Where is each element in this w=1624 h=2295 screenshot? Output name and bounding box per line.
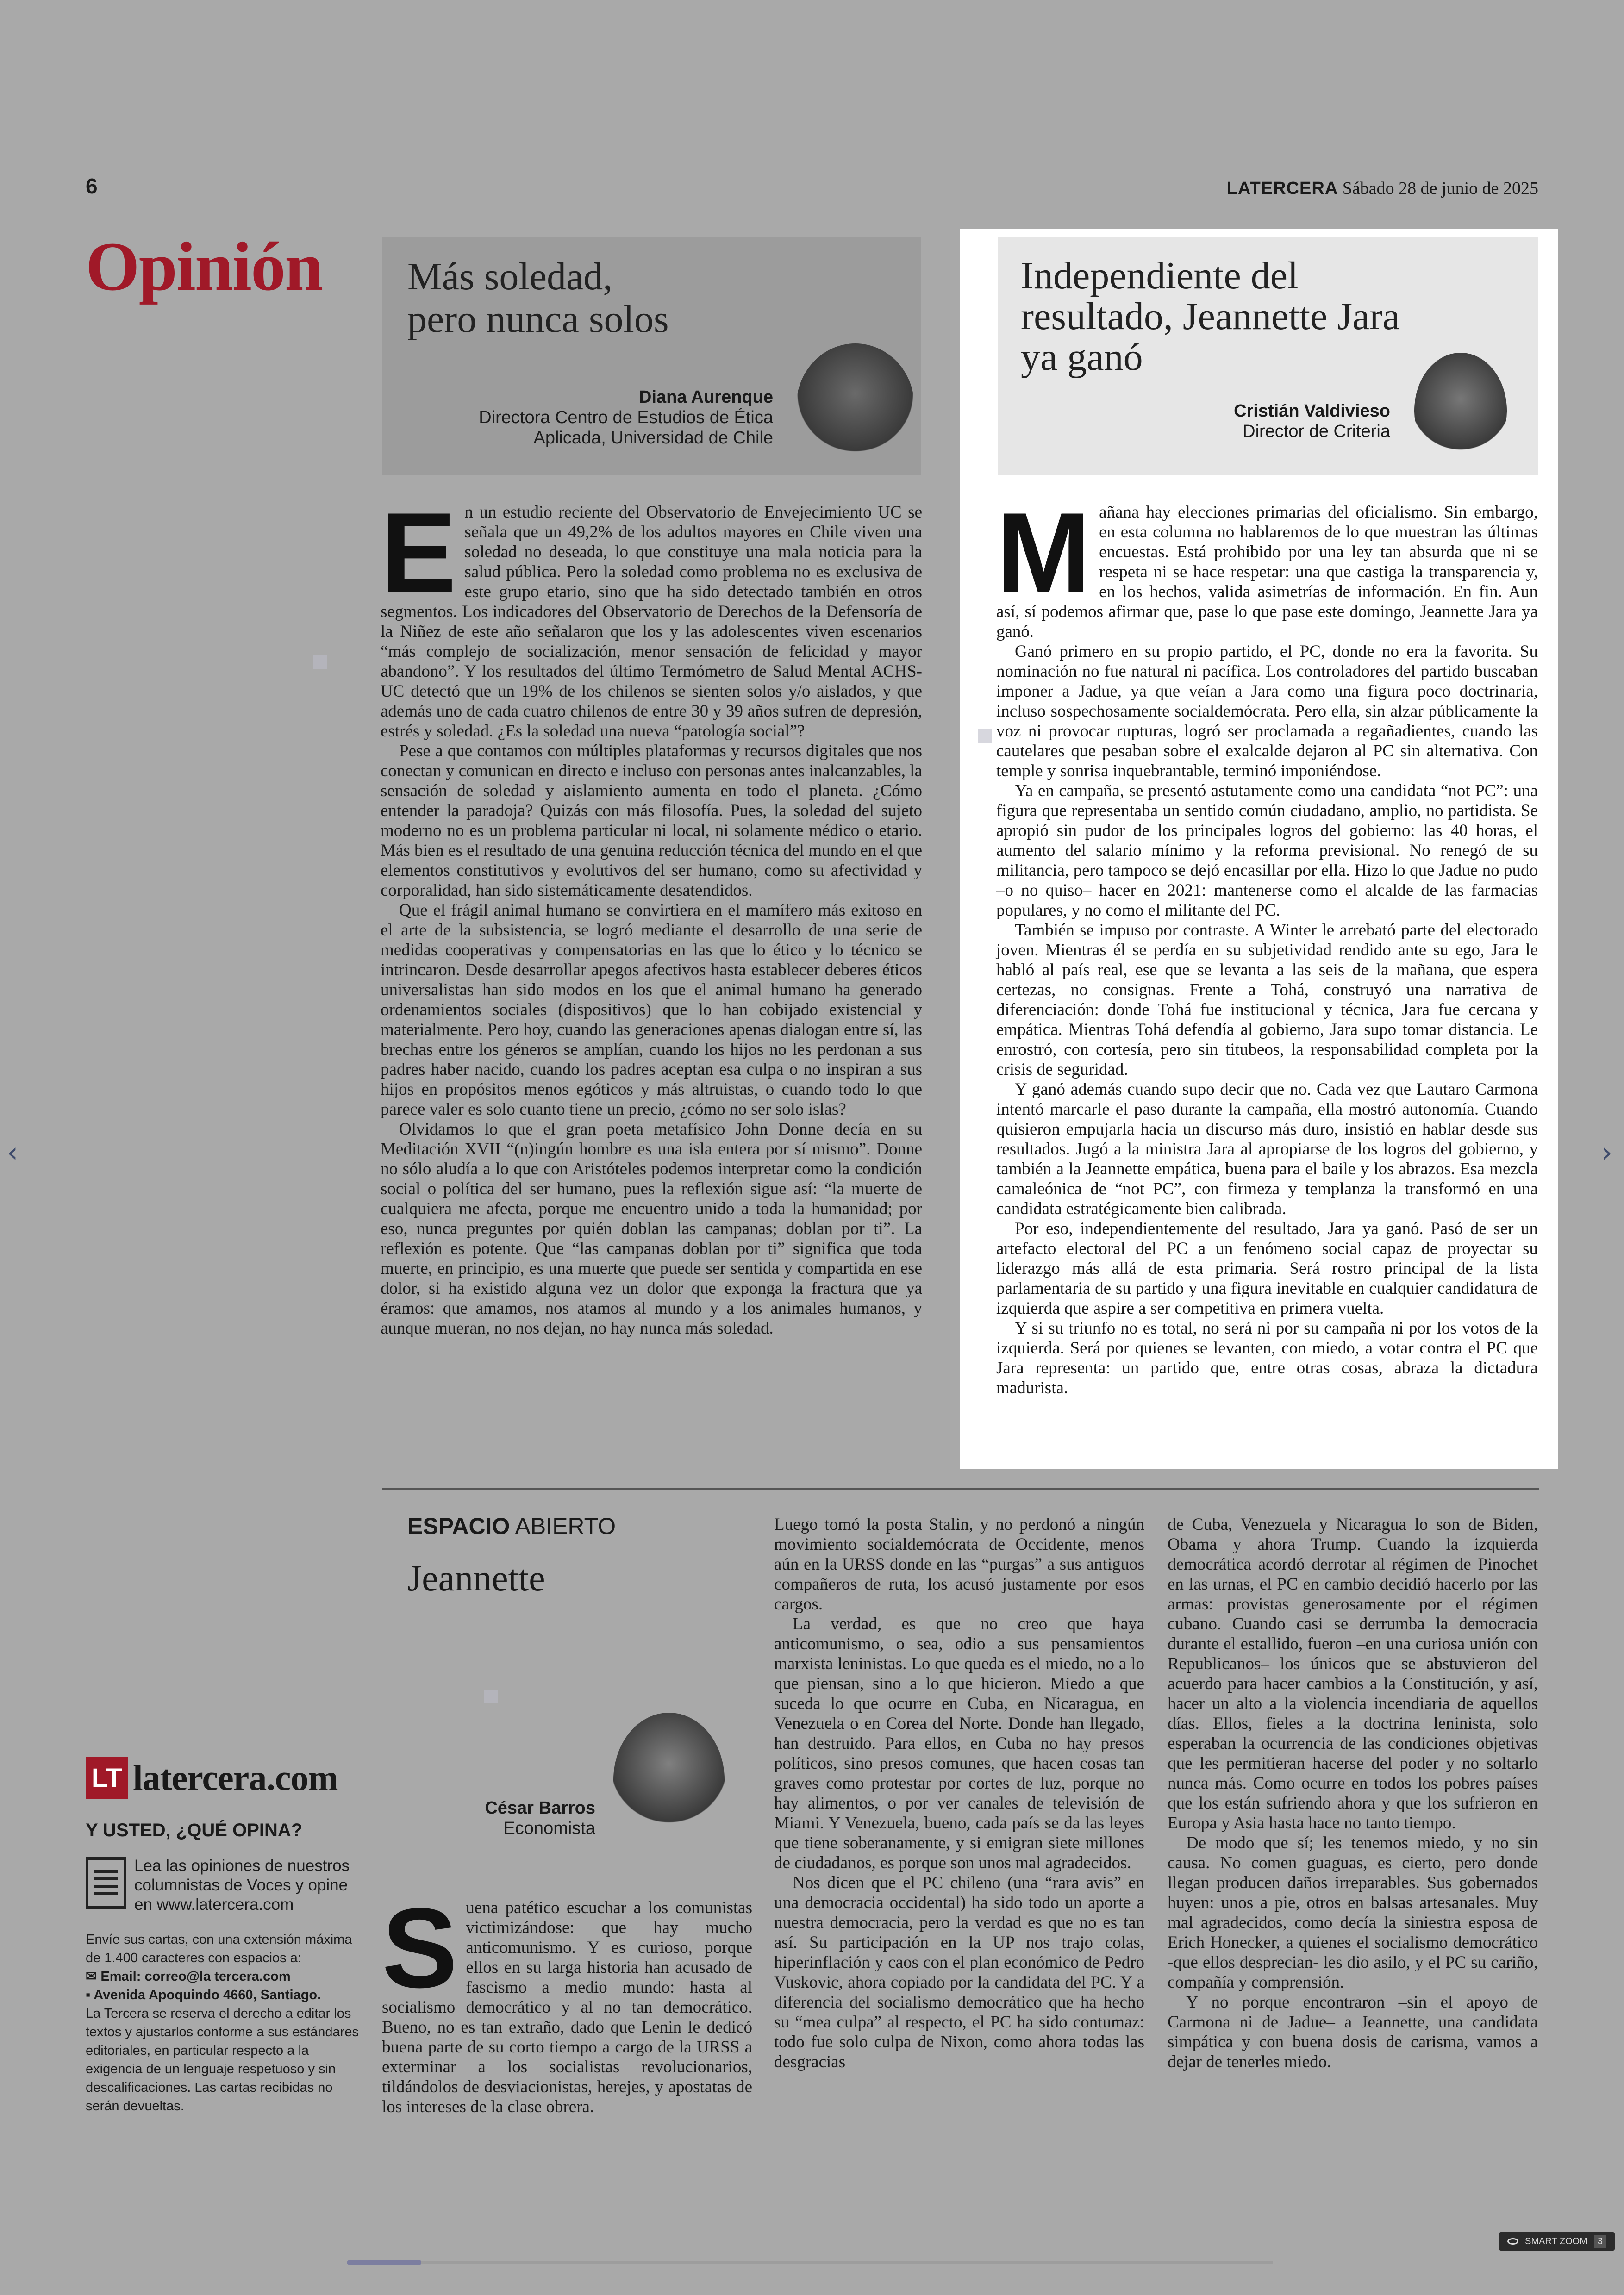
article3-kicker (407, 1513, 616, 1540)
author-portrait (796, 343, 914, 468)
article2-role: Director de Criteria (1243, 422, 1390, 441)
article3-byline (485, 1798, 595, 1839)
article3-paragraph: De modo que sí; les tenemos miedo, y no sin causa. No comen guaguas, es cierto, pero donde llegan producen daños irreparables. Sus gobernados huyen: unos a pie, otros en balsas artesanales. Muy mal agradecidos, como decía la siniestra esposa de Erich Honecker, a quienes el socialismo democrático -que ellos desprecian- les dio asilo, y el PC su cariño, compañía y comprensión. (1168, 1834, 1538, 1992)
article2-body (996, 489, 1538, 1398)
article2-paragraph: Por eso, independientemente del resultado, Jara ya ganó. Pasó de ser un artefacto electoral del PC a un fenómeno social capaz de proyectar su liderazgo más allá de esta primaria. Será rostro principal de la lista parlamentaria de su partido y una figura inevitable en cualquier candidatura de izquierda que aspire a ser competitiva en primera vuelta. (996, 1219, 1538, 1318)
article3-paragraph: Y no porque encontraron –sin el apoyo de Carmona ni de Jadue– a Jeannette, una candidata simpática y con buena dosis de carisma, vamos a dejar de tenerles miedo. (1168, 1993, 1538, 2071)
article1-dropcap: E (381, 489, 456, 616)
masthead-date: Sábado 28 de junio de 2025 (1342, 179, 1538, 198)
article1-headline (407, 256, 669, 341)
link-marker-icon[interactable] (978, 729, 992, 743)
masthead-brand: LATERCERA (1226, 179, 1338, 198)
article2-headline (1021, 256, 1400, 378)
article3-paragraph: Nos dicen que el PC chileno (una “rara avis” en una democracia occidental) ha sido todo un aporte a nuestra democracia, pero la verdad es que no es tan así. Su participación en la UP nos trajo colas, hiperinflación y caos con el plan económico de Pedro Vuskovic, ahora copiado por la candidata del PC. Y a diferencia del socialismo democrático que ha hecho su “mea culpa” al respecto, el PC ha sido contumaz: todo fue solo culpa de Nixon, como ahora todas las desgracias (774, 1873, 1144, 2071)
smart-zoom-badge: 3 (1594, 2235, 1606, 2248)
article3-dropcap: S (382, 1884, 458, 2011)
article3-author: César Barros (485, 1798, 595, 1818)
latercera-logo (86, 1757, 337, 1799)
article1-body (381, 489, 922, 1338)
article1-role-line1: Directora Centro de Estudios de Ética (479, 408, 773, 427)
article1-paragraph: Olvidamos lo que el gran poeta metafísico John Donne decía en su Meditación XVII “(n)ingún hombre es una isla entera por sí mismo”. Donne no sólo aludía a lo que con Aristóteles podemos interpretar como la condición social o política del ser humano, pues la reflexión sigue así: “la muerte de cualquiera me afecta, porque me encuentro unido a toda la humanidad; por eso, nunca preguntes por quién doblan las campanas; doblan por ti”. La reflexión es potente. Que “las campanas doblan por ti” significa que toda muerte, en principio, es una muerte que puede ser sentida y compartida en ese dolor, si ha existido alguna vez un dolor que exponga la fractura que ya éramos: que amamos, nos atamos al mundo y a los animales humanos, y aunque mueran, no nos dejan, no hay nunca más soledad. (381, 1120, 922, 1338)
opinion-question: Y USTED, ¿QUÉ OPINA? (86, 1820, 303, 1840)
letters-disclaimer: La Tercera se reserva el derecho a editar los textos y ajustarlos conforme a sus estándares editoriales, en particular respecto a la exigencia de un lenguaje respetuoso y sin descalificaciones. Las cartas recibidas no serán devueltas. (86, 2006, 359, 2114)
chevron-left-icon[interactable]: ‹ (7, 1136, 18, 1169)
lt-logo-mark: LT (86, 1757, 128, 1799)
document-icon (86, 1857, 126, 1909)
masthead (1227, 178, 1538, 199)
article3-col-c (1168, 1515, 1538, 2072)
article3-paragraph: Suena patético escuchar a los comunistas victimizándose: que hay mucho anticomunismo. Y es curioso, porque ellos en su larga historia han acusado de fascismo a medio mundo: hasta al socialismo democrático y al no tan democrático. Bueno, no es tan extraño, dado que Lenin le dedicó buena parte de su corto tiempo a cargo de la URSS a exterminar a los socialistas revolucionarios, tildándolos de desviacionistas, herejes, y apostatas de los intereses de la clase obrera. (382, 1884, 752, 2116)
letters-info (86, 1930, 359, 2115)
page-scrollbar-thumb[interactable] (347, 2260, 421, 2265)
article2-paragraph: Mañana hay elecciones primarias del oficialismo. Sin embargo, en esta columna no hablaremos de lo que muestran las últimas encuestas. Está prohibido por una ley tan absurda que ni se respeta ni se hace respetar: una que castiga la transparencia y, en los hechos, valida asimetrías de información. En fin. Aun así, sí podemos afirmar que, pase lo que pase este domingo, Jeannette Jara ya ganó. (996, 489, 1538, 641)
page-number: 6 (86, 174, 98, 198)
letters-instructions: Envíe sus cartas, con una extensión máxima de 1.400 caracteres con espacios a: (86, 1932, 352, 1965)
article1-role-line2: Aplicada, Universidad de Chile (533, 428, 773, 448)
article2-header (998, 237, 1538, 475)
article2-headline-line1: Independiente del (1021, 254, 1299, 297)
smart-zoom-label: SMART ZOOM (1525, 2236, 1587, 2246)
article3-headline: Jeannette (407, 1558, 545, 1599)
article1-headline-line2: pero nunca solos (407, 298, 669, 341)
article1-headline-line1: Más soledad, (407, 255, 613, 298)
article2-paragraph: También se impuso por contraste. A Winter le arrebató parte del electorado joven. Mientras él se perdía en su subjetividad rendido ante su ego, Jara le habló al país real, ese que se levanta a las seis de la mañana, que espera certezas, no consignas. Frente a Tohá, construyó una narrativa de diferenciación: donde Tohá fue institucional y técnica, Jara fue cercana y empática. Mientras Tohá defendía al gobierno, Jara supo tomar distancia. Le enrostró, con cortesía, pero sin titubeos, la responsabilidad completa por la crisis de seguridad. (996, 921, 1538, 1079)
article3-paragraph: Luego tomó la posta Stalin, y no perdonó a ningún movimiento socialdemócrata de Occidente, menos aún en la URSS donde en las “purgas” a sus antiguos compañeros de ruta, los acusó justamente por esos cargos. (774, 1515, 1144, 1614)
page-scrollbar-track[interactable] (347, 2261, 1273, 2264)
link-marker-icon[interactable] (313, 655, 327, 669)
article3-role: Economista (503, 1819, 595, 1838)
article3-col-b (774, 1515, 1144, 2072)
author-portrait (1414, 353, 1507, 468)
article2-headline-line3: ya ganó (1021, 336, 1143, 379)
letters-address: ▪ Avenida Apoquindo 4660, Santiago. (86, 1988, 321, 2002)
article1-header (382, 237, 921, 475)
smart-zoom-button[interactable] (1499, 2232, 1615, 2251)
article3-kicker-rest: ABIERTO (515, 1513, 616, 1539)
article2-paragraph: Ganó primero en su propio partido, el PC, donde no era la favorita. Su nominación no fue natural ni pacífica. Los controladores del partido buscaban imponer a Jadue, ya que veían a Jara como una figura poco doctrinaria, incluso sospechosamente socialdemócrata. Pero ella, sin alzar públicamente la voz ni provocar rupturas, logró ser proclamada a regañadientes, cuando las cautelares que pesaban sobre el exalcalde dejaron al PC sin alternativa. Con temple y sonrisa inquebrantable, terminó imponiéndose. (996, 642, 1538, 780)
article3-col-a (382, 1884, 752, 2117)
lt-logo-text: latercera.com (133, 1758, 338, 1798)
author-portrait (613, 1713, 725, 1847)
article2-author: Cristián Valdivieso (1234, 401, 1390, 421)
section-divider (382, 1488, 1539, 1490)
link-marker-icon[interactable] (484, 1690, 498, 1703)
eye-icon (1507, 2238, 1518, 2245)
article2-paragraph: Ya en campaña, se presentó astutamente como una candidata “not PC”: una figura que representaba un sentido común ciudadano, amplio, no partidista. Se apropió sin pudor de los principales logros del gobierno: las 40 horas, el aumento del salario mínimo y la reforma previsional. No renegó de su militancia, pero tampoco se dejó encasillar por ella. Hizo lo que Jadue no pudo –o no quiso– hacer en 2021: mantenerse como el alcalde de las farmacias populares, y no como el militante del PC. (996, 781, 1538, 920)
chevron-right-icon[interactable]: › (1601, 1136, 1612, 1169)
article1-byline (479, 387, 773, 448)
article2-dropcap: M (996, 489, 1091, 616)
article2-paragraph: Y si su triunfo no es total, no será ni por su campaña ni por los votos de la izquierda. Será por quienes se levanten, con miedo, a votar contra el PC que Jara representa: un partido que, entre otras cosas, abraza la dictadura madurista. (996, 1319, 1538, 1397)
letters-email: ✉ Email: correo@la tercera.com (86, 1969, 291, 1984)
article2-paragraph: Y ganó además cuando supo decir que no. Cada vez que Lautaro Carmona intentó marcarle el paso durante la campaña, ella mostró autonomía. Cuando quisieron empujarla hacia un discurso más duro, insistió en hablar desde sus resultados. Jugó a la ministra Jara al apropiarse de los logros del gobierno, y también a la Jeannette empática, buena para el baile y los abrazos. Esa mezcla camaleónica de “not PC”, con firmeza y templanza la transformó en una candidata estratégicamente bien calibrada. (996, 1080, 1538, 1218)
article1-author: Diana Aurenque (639, 387, 773, 407)
article3-paragraph: La verdad, es que no creo que haya anticomunismo, o sea, odio a sus pensamientos marxista leninistas. Lo que queda es el miedo, no a lo que piensan, sino a lo que hicieron. Miedo a que suceda lo que ocurre en Cuba, en Nicaragua, en Venezuela o en Corea del Norte. Donde han llegado, han destruido. Para ellos, en Cuba no hay presos políticos, sino presos comunes, que hacen cosas tan graves como protestar por cortes de luz, porque no hay alimentos, o por ver canales de televisión de Miami. Y Venezuela, bueno, cada país se da las leyes que tiene soberanamente, y si emigran siete millones de ciudadanos, es porque son unos mal agradecidos. (774, 1615, 1144, 1872)
article1-paragraph: Pese a que contamos con múltiples plataformas y recursos digitales que nos conectan y comunican en directo e incluso con personas antes inalcanzables, la sensación de soledad y aislamiento aumenta en todo el planeta. ¿Cómo entender la paradoja? Quizás con más filosofía. Pues, la soledad del sujeto moderno no es un problema particular ni local, ni solamente médico o etario. Más bien es el resultado de una genuina reducción técnica del mundo en el que elementos constitutivos y evolutivos del ser humano, como su afectividad y corporalidad, han sido sistemáticamente desatendidos. (381, 742, 922, 900)
columnists-promo: Lea las opiniones de nuestros columnistas de Voces y opine en www.latercera.com (134, 1857, 350, 1914)
article2-byline (1234, 401, 1390, 442)
article3-kicker-bold: ESPACIO (407, 1513, 510, 1539)
article2-headline-line2: resultado, Jeannette Jara (1021, 295, 1400, 338)
article1-paragraph: Que el frágil animal humano se convirtiera en el mamífero más exitoso en el arte de la subsistencia, se logró mediante el desarrollo de una serie de medidas cooperativas y compensatorias en las que lo ético y lo técnico se intrincaron. Desde desarrollar apegos afectivos hasta establecer deberes éticos universalistas han sido modos en los que el animal humano ha generado ordenamientos sociales (dispositivos) que lo han cobijado existencial y materialmente. Pero hoy, cuando las generaciones apenas dialogan entre sí, las brechas entre los géneros se amplían, cuando los hijos no les perdonan a sus padres haber nacido, cuando los padres aceptan esa culpa o no inspiran a sus hijos en propósitos menos egóticos y más altruistas, o cuando todo lo que parece valer es solo cuanto tiene un precio, ¿cómo no ser solo islas? (381, 901, 922, 1119)
article3-paragraph: de Cuba, Venezuela y Nicaragua lo son de Biden, Obama y ahora Trump. Cuando la izquierda democrática acordó derrotar al régimen de Pinochet en las urnas, el PC en cambio decidió hacerlo por las armas: provistas generosamente por el régimen cubano. Cuando casi se derrumba la democracia durante el estallido, fueron –en una curiosa unión con Republicanos– los únicos que se abstuvieron del acuerdo para hacer cambios a la Constitución, y así, hacer un alto a la violencia incendiaria de aquellos días. Ellos, fieles a la doctrina leninista, solo esperaban la ocurrencia de las condiciones objetivas que les permitieran hacerse del poder y no soltarlo nunca más. Como ocurre en todos los pobres países que los están sufriendo ahora y que los sufrieron en Europa y Asia hasta hace no tanto tiempo. (1168, 1515, 1538, 1833)
section-title: Opinión (86, 228, 323, 305)
article1-paragraph: En un estudio reciente del Observatorio de Envejecimiento UC se señala que un 49,2% de los adultos mayores en Chile viven una soledad no deseada, lo que constituye una mala noticia para la salud pública. Pero la soledad como problema no es exclusiva de este grupo etario, sino que ha sido detectado también en otros segmentos. Los indicadores del Observatorio de Derechos de la Defensoría de la Niñez de este año señalaron que los y las adolescentes viven escenarios “más complejo de socialización, menor sensación de felicidad y mayor abandono”. Y los resultados del último Termómetro de Salud Mental ACHS-UC detectó que un 19% de los chilenos se sienten solos y/o aislados, y que además uno de cada cuatro chilenos de entre 30 y 39 años sufren de depresión, estrés y soledad. ¿Es la soledad una nueva “patología social”? (381, 489, 922, 741)
